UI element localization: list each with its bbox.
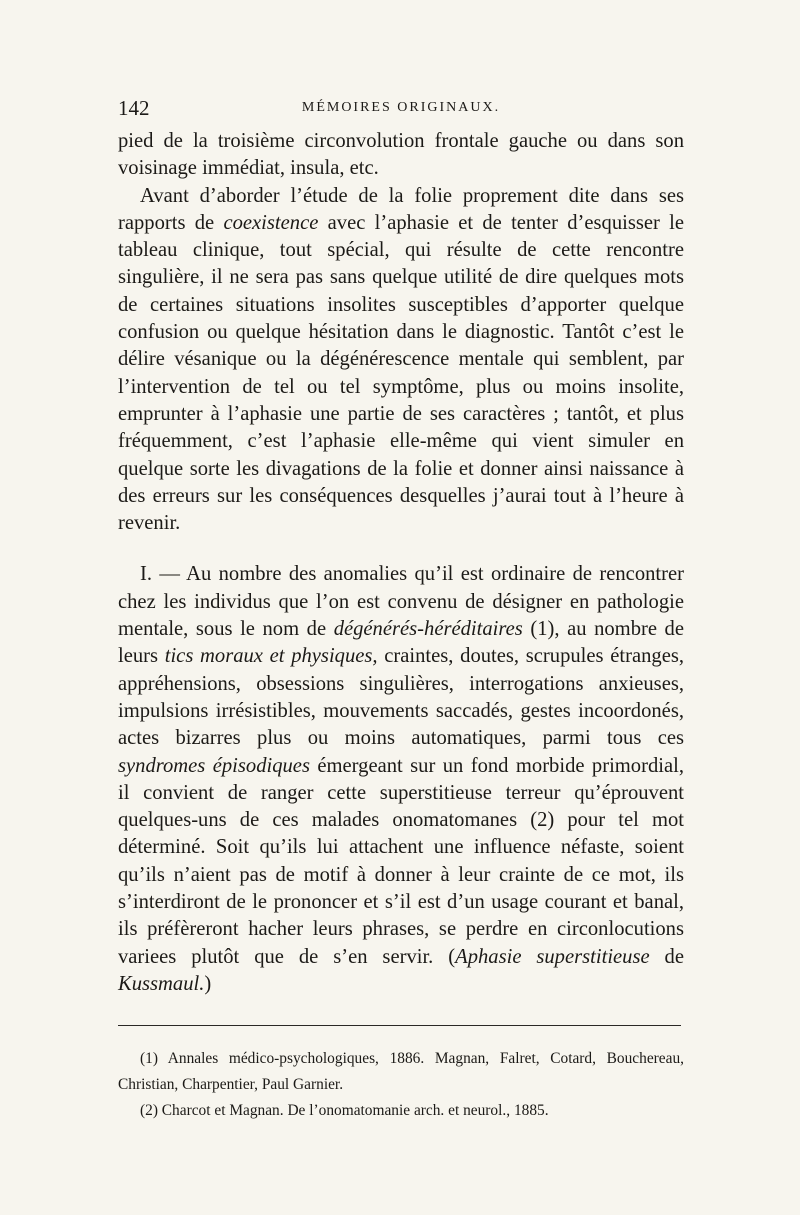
emphasis-degeneres: dégénérés-héréditaires	[333, 618, 523, 641]
emphasis-kussmaul: Kussmaul.	[118, 972, 205, 995]
paragraph-folie	[118, 183, 684, 538]
footnote-2: (2) Charcot et Magnan. De l’onomatomanie arch. et neurol., 1885.	[140, 1102, 549, 1119]
page-number: 142	[118, 96, 150, 120]
paragraph-text: avec l’aphasie et de tenter d’esquisser le tableau clinique, tout spécial, qui résulte de cette rencontre singulière, il ne sera pas sans quelque utilité de dire quelques mots de certaines situations insolites susceptibles d’apporter quelque confusion ou quelque hésitation dans le diagnostic. Tantôt c’est le délire vésanique ou la dégénérescence mentale qui semblent, par l’intervention de tel ou tel symptôme, plus ou moins insolite, emprunter à l’aphasie une partie de ses caractères ; tantôt, et plus fréquemment, c’est l’aphasie elle-même qui vient simuler en quelque sorte les divagations de la folie et donner ainsi naissance à des erreurs sur les conséquences desquelles j’aurai tout à l’heure à revenir.	[118, 211, 685, 535]
emphasis-coexistence: coexistence	[223, 211, 319, 234]
paragraph-text: Avant d’aborder l’étude de la folie proprement dite dans ses rapports de	[118, 184, 684, 234]
section-one-paragraph	[118, 561, 684, 998]
paragraph-text: I. — Au nombre des anomalies qu’il est ordinaire de rencontrer chez les individus que l’on est convenu de désigner en pathologie mentale, sous le nom de	[118, 563, 684, 641]
page-header	[118, 96, 684, 126]
paragraph-text: pied de la troisième circonvolution frontale gauche ou dans son voisinage immédiat, insula, etc.	[118, 130, 684, 180]
body-text	[118, 128, 684, 998]
paragraph-text: (1), au nombre de leurs	[118, 618, 684, 668]
paragraph-continuation	[118, 128, 684, 183]
paragraph-text: )	[204, 972, 212, 995]
footnote-rule	[118, 1025, 681, 1026]
footnotes	[118, 1046, 684, 1124]
emphasis-aphasie: Aphasie superstitieuse	[455, 945, 650, 968]
emphasis-tics: tics moraux et physiques,	[164, 645, 378, 668]
footnote-1: (1) Annales médico-psychologiques, 1886. Magnan, Falret, Cotard, Bouchereau, Christian, Charpentier, Paul Garnier.	[118, 1050, 684, 1093]
paragraph-text: de	[649, 945, 684, 968]
paragraph-text: craintes, doutes, scrupules étranges, appréhensions, obsessions singulières, interrogations anxieuses, impulsions irrésistibles, mouvements saccadés, gestes incoordonés, actes bizarres plus ou moins automatiques, parmi tous ces	[118, 645, 684, 750]
emphasis-syndromes: syndromes épisodiques	[118, 754, 310, 777]
paragraph-text: émergeant sur un fond morbide primordial, il convient de ranger cette superstitieuse terreur qu’éprouvent quelques-uns de ces malades onomatomanes (2) pour tel mot déterminé. Soit qu’ils lui attachent une influence néfaste, soient qu’ils n’aient pas de motif à donner à leur crainte de ce mot, ils s’interdiront de le prononcer et s’il est d’un usage courant et banal, ils préfèreront hacher leurs phrases, se perdre en circonlocutions variees plutôt que de s’en servir. (	[118, 754, 684, 968]
running-head: MÉMOIRES ORIGINAUX.	[301, 100, 501, 115]
